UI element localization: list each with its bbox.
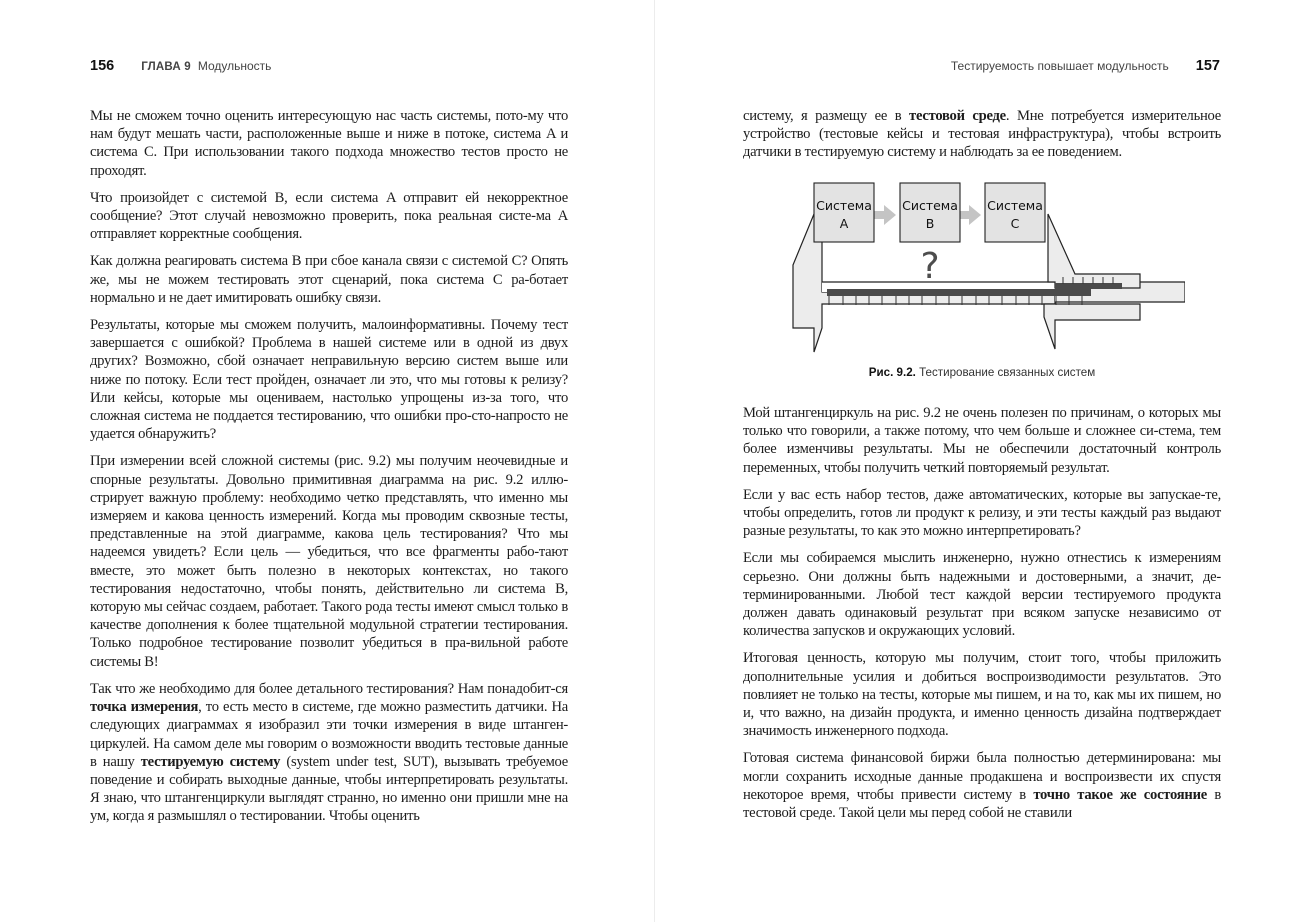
paragraph: Мы не сможем точно оценить интересующую нас часть системы, пото-му что нам будут мешать части, расположенные выше и ниже в потоке, система A и система C. При использовании такого подхода множество тестов просто не проходят. [90,108,568,179]
text-run: систему, я размещу ее в [743,108,910,124]
paragraph: Итоговая ценность, которую мы получим, стоит того, чтобы приложить дополнительные усилия и добиться воспроизводимости результатов. Это повлияет не только на тесты, которые мы пишем, и на то, как мы их пишем, но и, что важно, на дизайн продукта, и именно ценность дизайна подтверждает значимость инженерного подхода. [743,650,1221,740]
running-title: Тестируемость повышает модульность [950,59,1169,73]
chapter-title: Модульность [197,59,272,73]
paragraph [743,749,1221,822]
right-running-head [951,58,1220,74]
paragraph: При измерении всей сложной системы (рис. 9.2) мы получим неочевидные и спорные результаты. Довольно примитивная диаграмма на рис. 9.2 иллю-стрирует важную проблему: необходимо четко представлять, что именно мы измеряем и какова ценность измерений. Когда мы проводим сквозные тесты, представленные на этой диаграмме, какова цель тестирования? Что мы надеемся увидеть? Если цель — убедиться, что все фрагменты рабо-тают вместе, это может быть полезно в некоторых контекстах, но такого тестирования недостаточно, чтобы понять, действительно ли система B, которую мы сейчас создаем, работает. Такого рода тесты имеют смысл только в качестве дополнения к более тщательной модульной стратегии тестирования. Только подробное тестирование позволит убедиться в пра-вильной работе системы B! [90,453,568,670]
box-label: A [839,216,849,231]
system-box-a [814,183,874,242]
page-number: 157 [1195,58,1220,74]
caption-text: Тестирование связанных систем [915,366,1096,379]
left-page [0,0,654,922]
caption-label: Рис. 9.2. [868,366,916,379]
paragraph [743,107,1221,162]
bold-term: тестовой среде [909,108,1006,124]
box-label: B [925,216,935,231]
arrow-right-icon [957,205,981,225]
paragraph: Мой штангенциркуль на рис. 9.2 не очень полезен по причинам, о которых мы только что говорили, а также потому, что чем больше и сложнее си-стема, тем более изменчивы результаты. Мы не обеспечили достаточный контроль переменных, чтобы получить четкий повторяемый результат. [743,405,1221,476]
text-run: Готовая система финансовой биржи была полностью детерминирована: мы могли сохранить исходные данные продакшена и воспроизвести их спустя некоторое время, чтобы привести систему в [743,750,1221,803]
vernier-bar [1055,283,1122,289]
text-run: Так что же необходимо для более детального тестирования? Нам понадобит-ся [90,680,568,697]
bold-term: точно такое же состояние [1033,786,1207,803]
text-run: . Мне потребуется измерительное устройство (тестовые кейсы и тестовая инфраструктура), чтобы встроить датчики в тестируемую систему и наблюдать за ее поведением. [743,108,1221,161]
box-label: Система [902,198,958,213]
question-mark-icon: ? [920,246,940,287]
box-label: C [1010,216,1020,231]
bold-term: тестируемую систему [140,753,281,770]
box-label: Система [816,198,872,213]
paragraph: Как должна реагировать система B при сбое канала связи с системой C? Опять же, мы не можем тестировать этот сценарий, пока система C ра-ботает нормально и не дает имитировать ошибку связи. [90,253,568,306]
figure-caption [743,366,1221,379]
text-run: , то есть место в системе, где можно разместить датчики. На следующих диаграммах я изобразил эти точки измерения в виде штанген-циркулей. На самом деле мы говорим о возможности вводить тестовые данные в нашу [90,699,568,770]
scale-bar [827,289,1091,296]
paragraph [90,680,568,826]
right-body-text-top [743,107,1221,171]
box-label: Система [987,198,1043,213]
text-run: (system under test, SUT), вызывать требуемое поведение и собирать выходные данные, чтобы интерпретировать результаты. Я знаю, что штангенциркули выглядят странно, но именно они пришли мне на ум, когда я размышлял о тестировании. Чтобы оценить [90,753,569,825]
system-box-b [900,183,960,242]
bold-term: точка измерения [90,699,199,716]
arrow-right-icon [872,205,896,225]
paragraph: Результаты, которые мы сможем получить, малоинформативны. Почему тест завершается с ошибкой? Проблема в нашей системе или в одной из двух других? Возможно, сбой означает неправильную версию систем выше или ниже по потоку. Если тест пройден, означает ли это, что мы готовы к релизу? Или кейсы, которые мы оцениваем, настолько упрощены из-за того, что сложная система не поддается тестированию, что ошибки про-сто-напросто не удается обнаружить? [90,317,568,443]
left-body-text [90,107,568,835]
right-page [655,0,1309,922]
right-body-text [743,404,1221,831]
system-box-c [985,183,1045,242]
paragraph: Если мы собираемся мыслить инженерно, нужно отнестись к измерениям серьезно. Они должны быть надежными и достоверными, а значит, де-терминированными. Любой тест каждой версии тестируемого продукта должен давать одинаковый результат при всяком запуске независимо от количества запусков и окружающих условий. [743,550,1221,640]
text-run: в тестовой среде. Такой цели мы перед собой не ставили [743,786,1222,822]
chapter-label: ГЛАВА 9 [141,61,191,73]
page-number: 156 [90,58,115,74]
left-running-head [90,58,271,74]
caliper-diagram [785,178,1185,360]
paragraph: Что произойдет с системой B, если система A отправит ей некорректное сообщение? Этот случай невозможно проверить, пока реальная систе-ма A отправляет корректные сообщения. [90,189,568,243]
paragraph: Если у вас есть набор тестов, даже автоматических, которые вы запускае-те, чтобы определить, готов ли продукт к релизу, и эти тесты каждый раз выдают разные результаты, то как это можно интерпретировать? [743,486,1221,540]
